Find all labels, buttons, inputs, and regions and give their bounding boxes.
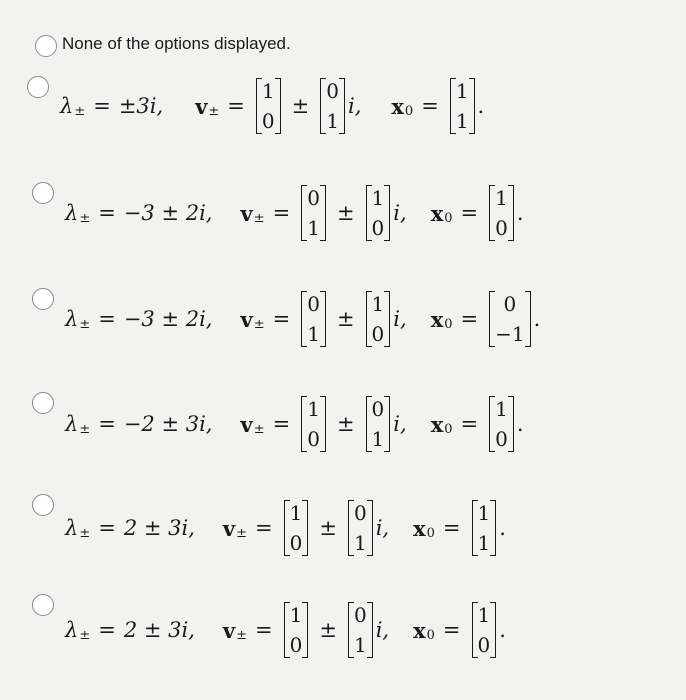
option-label: None of the options displayed. [62,34,291,53]
vector-x0: 1 0 [489,185,514,241]
lambda-value: −2 ± 3i, [123,412,213,436]
equation: λ ± = −3 ± 2i, v ± = 0 1 ± 1 0 i, x 0 = 1 0 . [65,186,524,240]
equation: λ ± = −2 ± 3i, v ± = 1 0 ± 0 1 i, x 0 = 1 0 . [65,397,524,451]
vector-b: 1 0 [366,185,391,241]
vector-b: 0 1 [366,396,391,452]
lambda-value: 2 ± 3i, [123,618,195,642]
equation: λ ± = ±3i, v ± = 1 0 ± 0 1 i, x 0 = 1 1 . [60,79,485,133]
vector-a: 0 1 [301,291,326,347]
equation: λ ± = 2 ± 3i, v ± = 1 0 ± 0 1 i, x 0 = 1 1 . [65,501,506,555]
vector-x0: 0 −1 [489,291,530,347]
vector-x0: 1 0 [489,396,514,452]
radio-button[interactable] [32,594,54,616]
radio-button[interactable] [32,288,54,310]
radio-button[interactable] [35,35,57,57]
radio-button[interactable] [32,392,54,414]
vector-x0: 1 1 [450,78,475,134]
vector-b: 0 1 [348,602,373,658]
vector-a: 0 1 [301,185,326,241]
radio-button[interactable] [27,76,49,98]
equation: λ ± = −3 ± 2i, v ± = 0 1 ± 1 0 i, x 0 = 0 −1 . [65,292,541,346]
lambda-value: −3 ± 2i, [123,307,213,331]
vector-a: 1 0 [284,602,309,658]
vector-b: 1 0 [366,291,391,347]
radio-button[interactable] [32,182,54,204]
radio-button[interactable] [32,494,54,516]
vector-a: 1 0 [256,78,281,134]
vector-x0: 1 0 [472,602,497,658]
vector-b: 0 1 [320,78,345,134]
equation: λ ± = 2 ± 3i, v ± = 1 0 ± 0 1 i, x 0 = 1 0 . [65,603,506,657]
vector-b: 0 1 [348,500,373,556]
lambda-value: 2 ± 3i, [123,516,195,540]
vector-x0: 1 1 [472,500,497,556]
lambda-value: ±3i, [118,94,164,118]
vector-a: 1 0 [301,396,326,452]
lambda-value: −3 ± 2i, [123,201,213,225]
vector-a: 1 0 [284,500,309,556]
